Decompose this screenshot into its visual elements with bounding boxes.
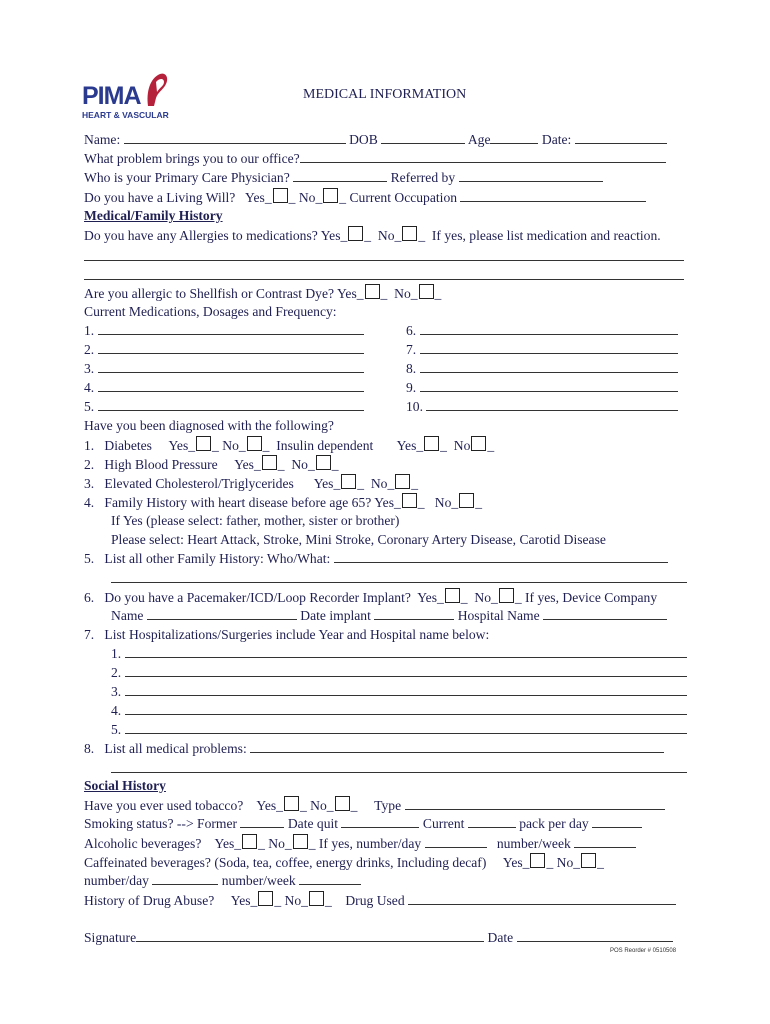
no-label: No — [291, 457, 308, 472]
yes-label: Yes — [320, 228, 341, 243]
pacemaker-no-checkbox[interactable] — [499, 588, 514, 603]
family-hd-row: 4. Family History with heart disease before age 65? Yes_ _ No_ _ — [84, 495, 482, 510]
med-num: 10. — [406, 399, 423, 414]
med-row-4 — [84, 379, 364, 397]
no-label: No — [268, 836, 285, 851]
med-row-3 — [84, 360, 364, 378]
diabetes-row: 1. Diabetes Yes_ _ No_ _ Insulin dependent Yes_ _ No _ — [84, 438, 495, 453]
insulin-no-checkbox[interactable] — [471, 436, 486, 451]
signature-date-field[interactable] — [517, 929, 673, 942]
no-label: No — [434, 495, 452, 510]
living-will-row: Do you have a Living Will? Yes_ _ No_ _ Current Occupation — [84, 188, 646, 207]
living-will-no-checkbox[interactable] — [323, 188, 338, 203]
signature-row — [84, 929, 673, 947]
if-yes-select-label: If Yes (please select: father, mother, sister or brother) — [111, 513, 400, 528]
item-num: 4. — [84, 495, 95, 510]
med-field[interactable] — [98, 341, 364, 354]
age-label: Age — [467, 132, 491, 147]
please-select-label: Please select: Heart Attack, Stroke, Mini Stroke, Coronary Artery Disease, Carotid Disease — [111, 532, 606, 547]
hosp-field[interactable] — [125, 721, 687, 734]
pacemaker-label: Do you have a Pacemaker/ICD/Loop Recorder Implant? — [104, 590, 411, 605]
all-problems-label: List all medical problems: — [104, 741, 247, 756]
med-field[interactable] — [420, 322, 678, 335]
med-num: 7. — [406, 342, 417, 357]
no-label: No — [556, 855, 574, 870]
caffeine-no-checkbox[interactable] — [581, 853, 596, 868]
item-num: 2. — [84, 457, 95, 472]
family-hd-yes-checkbox[interactable] — [402, 493, 417, 508]
device-name-field[interactable] — [147, 607, 297, 620]
hospital-name-label: Hospital Name — [457, 608, 540, 623]
hosp-field[interactable] — [125, 683, 687, 696]
cholesterol-row: 3. Elevated Cholesterol/Triglycerides Yes_ _ No_ _ — [84, 476, 419, 491]
tobacco-type-field[interactable] — [405, 797, 665, 810]
hosp-num: 4. — [111, 703, 122, 718]
hosp-row-5 — [111, 721, 687, 739]
caffeine-amount-row — [84, 872, 361, 890]
hosp-field[interactable] — [125, 702, 687, 715]
hosp-num: 5. — [111, 722, 122, 737]
caffeine-label: Caffeinated beverages? (Soda, tea, coffee, energy drinks, Including decaf) — [84, 855, 487, 870]
yes-label: Yes — [256, 798, 277, 813]
hospital-name-field[interactable] — [543, 607, 667, 620]
med-num: 6. — [406, 323, 417, 338]
yes-label: Yes — [417, 590, 437, 605]
med-row-5 — [84, 398, 364, 416]
pcp-field[interactable] — [293, 169, 387, 182]
no-label: No — [310, 798, 327, 813]
no-label: No — [453, 438, 471, 453]
problem-row — [84, 150, 666, 168]
med-field[interactable] — [426, 398, 678, 411]
caffeine-row: Caffeinated beverages? (Soda, tea, coffee, energy drinks, Including decaf) Yes_ _ No_ _ — [84, 855, 604, 870]
pack-label: pack per day — [519, 816, 589, 831]
drug-used-label: Drug Used — [345, 893, 405, 908]
allergies-line-2[interactable] — [84, 279, 684, 280]
yes-label: Yes — [396, 438, 417, 453]
cholesterol-label: Elevated Cholesterol/Triglycerides — [104, 476, 294, 491]
family-hd-no-checkbox[interactable] — [459, 493, 474, 508]
item-num: 6. — [84, 590, 95, 605]
no-label: No — [377, 228, 395, 243]
pcp-row — [84, 169, 603, 187]
medical-problems-field[interactable] — [250, 740, 664, 753]
social-history-heading: Social History — [84, 778, 166, 793]
signature-label: Signature — [84, 930, 137, 945]
referred-label: Referred by — [390, 170, 456, 185]
family-history-field[interactable] — [334, 550, 668, 563]
drug-used-field[interactable] — [408, 892, 676, 905]
hbp-label: High Blood Pressure — [104, 457, 218, 472]
caffeine-week-field[interactable] — [299, 872, 361, 885]
med-field[interactable] — [420, 379, 678, 392]
caffeine-day-field[interactable] — [152, 872, 218, 885]
med-row-6 — [406, 322, 678, 340]
name-row — [84, 131, 667, 149]
name-field[interactable] — [124, 131, 346, 144]
med-row-9 — [406, 379, 678, 397]
no-label: No — [298, 190, 316, 205]
allergies-no-checkbox[interactable] — [402, 226, 417, 241]
device-row — [111, 607, 667, 625]
date-implant-label: Date implant — [300, 608, 371, 623]
hbp-row: 2. High Blood Pressure Yes_ _ No_ _ — [84, 457, 339, 472]
item-num: 3. — [84, 476, 95, 491]
date-label: Date: — [541, 132, 572, 147]
no-label: No — [370, 476, 388, 491]
med-field[interactable] — [98, 360, 364, 373]
referred-field[interactable] — [459, 169, 603, 182]
shellfish-row: Are you allergic to Shellfish or Contrast Dye? Yes_ _ No_ _ — [84, 286, 442, 301]
yes-label: Yes — [168, 438, 189, 453]
hosp-row-1 — [111, 645, 687, 663]
med-field[interactable] — [98, 322, 364, 335]
med-field[interactable] — [98, 379, 364, 392]
alcohol-label: Alcoholic beverages? — [84, 836, 202, 851]
med-num: 1. — [84, 323, 95, 338]
cholesterol-yes-checkbox[interactable] — [341, 474, 356, 489]
med-num: 2. — [84, 342, 95, 357]
yes-label: Yes — [214, 836, 235, 851]
hosp-row-4 — [111, 702, 687, 720]
tobacco-label: Have you ever used tobacco? — [84, 798, 244, 813]
pacemaker-yes-checkbox[interactable] — [445, 588, 460, 603]
med-row-2 — [84, 341, 364, 359]
no-label: No — [474, 590, 492, 605]
reorder-footer: POS Reorder # 0510508 — [610, 948, 677, 954]
yes-label: Yes — [502, 855, 523, 870]
family-history-row — [84, 550, 668, 568]
medications-label: Current Medications, Dosages and Frequency: — [84, 304, 337, 319]
heart-logo-icon — [144, 72, 170, 110]
alcohol-week-field[interactable] — [574, 835, 636, 848]
med-num: 8. — [406, 361, 417, 376]
caffeine-week-label: number/week — [221, 873, 296, 888]
pima-logo — [82, 72, 192, 122]
date-quit-label: Date quit — [287, 816, 339, 831]
former-field[interactable] — [240, 815, 284, 828]
form-title: MEDICAL INFORMATION — [303, 87, 467, 102]
signature-field[interactable] — [136, 929, 484, 942]
med-row-10 — [406, 398, 678, 416]
list-family-label: List all other Family History: Who/What: — [104, 551, 331, 566]
alcohol-yes-checkbox[interactable] — [242, 834, 257, 849]
no-label: No — [222, 438, 239, 453]
caffeine-day-label: number/day — [84, 873, 149, 888]
family-hd-label: Family History with heart disease before age 65? — [104, 495, 372, 510]
med-field[interactable] — [98, 398, 364, 411]
item-num: 7. — [84, 627, 95, 642]
dob-field[interactable] — [381, 131, 465, 144]
med-num: 5. — [84, 399, 95, 414]
occupation-label: Current Occupation — [349, 190, 458, 205]
med-field[interactable] — [420, 341, 678, 354]
cholesterol-no-checkbox[interactable] — [395, 474, 410, 489]
pacemaker-row: 6. Do you have a Pacemaker/ICD/Loop Recorder Implant? Yes_ _ No_ _ If yes, Device Company — [84, 590, 658, 605]
med-row-8 — [406, 360, 678, 378]
date-quit-field[interactable] — [341, 815, 419, 828]
shellfish-yes-checkbox[interactable] — [365, 284, 380, 299]
medical-problems-row — [84, 740, 664, 758]
insulin-label: Insulin dependent — [276, 438, 374, 453]
hospitalizations-label: List Hospitalizations/Surgeries include Year and Hospital name below: — [104, 627, 490, 642]
device-company-label: If yes, Device Company — [525, 590, 658, 605]
hbp-no-checkbox[interactable] — [316, 455, 331, 470]
hosp-num: 1. — [111, 646, 122, 661]
medical-history-heading: Medical/Family History — [84, 208, 223, 223]
med-num: 3. — [84, 361, 95, 376]
shellfish-label: Are you allergic to Shellfish or Contrast Dye? — [84, 286, 335, 301]
problem-label: What problem brings you to our office? — [84, 151, 300, 166]
alcohol-day-field[interactable] — [425, 835, 487, 848]
no-label: No — [284, 893, 302, 908]
dob-label: DOB — [349, 132, 378, 147]
problem-field[interactable] — [300, 150, 666, 163]
number-day-label: If yes, number/day — [318, 836, 422, 851]
item-num: 1. — [84, 438, 95, 453]
hosp-num: 3. — [111, 684, 122, 699]
smoking-label: Smoking status? --> Former — [84, 816, 238, 831]
allergies-row: Do you have any Allergies to medications? Yes_ _ No_ _ If yes, please list medication and reaction. — [84, 228, 661, 243]
hospitalizations-row — [84, 626, 489, 644]
yes-label: Yes — [336, 286, 357, 301]
diabetes-no-checkbox[interactable] — [247, 436, 262, 451]
name-label: Name: — [84, 132, 121, 147]
medical-problems-line-2[interactable] — [111, 772, 687, 773]
device-name-label: Name — [111, 608, 144, 623]
allergies-yes-checkbox[interactable] — [348, 226, 363, 241]
shellfish-no-checkbox[interactable] — [419, 284, 434, 299]
tobacco-no-checkbox[interactable] — [335, 796, 350, 811]
logo-text: PIMA — [82, 82, 141, 110]
hosp-num: 2. — [111, 665, 122, 680]
tobacco-yes-checkbox[interactable] — [284, 796, 299, 811]
med-num: 9. — [406, 380, 417, 395]
yes-label: Yes — [245, 190, 265, 205]
yes-label: Yes — [230, 893, 251, 908]
allergies-line-1[interactable] — [84, 260, 684, 261]
insulin-yes-checkbox[interactable] — [424, 436, 439, 451]
med-row-7 — [406, 341, 678, 359]
smoking-row — [84, 815, 642, 833]
med-num: 4. — [84, 380, 95, 395]
yes-label: Yes — [313, 476, 334, 491]
diagnosed-label: Have you been diagnosed with the following? — [84, 418, 334, 433]
allergies-label: Do you have any Allergies to medications? — [84, 228, 318, 243]
signature-date-label: Date — [487, 930, 514, 945]
occupation-field[interactable] — [460, 189, 646, 202]
item-num: 8. — [84, 741, 95, 756]
drug-abuse-label: History of Drug Abuse? — [84, 893, 215, 908]
drug-no-checkbox[interactable] — [309, 891, 324, 906]
no-label: No — [394, 286, 411, 301]
diabetes-label: Diabetes — [104, 438, 152, 453]
tobacco-row: Have you ever used tobacco? Yes_ _ No_ _ Type — [84, 796, 665, 815]
current-label: Current — [422, 816, 465, 831]
hosp-field[interactable] — [125, 664, 687, 677]
family-history-line-2[interactable] — [111, 582, 687, 583]
number-week-label: number/week — [496, 836, 571, 851]
current-field[interactable] — [468, 815, 516, 828]
type-label: Type — [374, 798, 402, 813]
drug-abuse-row: History of Drug Abuse? Yes_ _ No_ _ Drug Used — [84, 891, 676, 910]
med-row-1 — [84, 322, 364, 340]
logo-subtext: HEART & VASCULAR — [82, 110, 169, 120]
living-will-label: Do you have a Living Will? — [84, 190, 236, 205]
hosp-field[interactable] — [125, 645, 687, 658]
item-num: 5. — [84, 551, 95, 566]
yes-label: Yes — [374, 495, 394, 510]
allergies-tail-label: If yes, please list medication and reaction. — [431, 228, 661, 243]
diabetes-yes-checkbox[interactable] — [196, 436, 211, 451]
hosp-row-3 — [111, 683, 687, 701]
alcohol-row: Alcoholic beverages? Yes_ _ No_ _ If yes, number/day number/week — [84, 834, 636, 853]
date-implant-field[interactable] — [374, 607, 454, 620]
yes-label: Yes — [234, 457, 254, 472]
living-will-yes-checkbox[interactable] — [273, 188, 288, 203]
alcohol-no-checkbox[interactable] — [293, 834, 308, 849]
age-field[interactable] — [490, 131, 538, 144]
med-field[interactable] — [420, 360, 678, 373]
hbp-yes-checkbox[interactable] — [262, 455, 277, 470]
pack-field[interactable] — [592, 815, 642, 828]
drug-yes-checkbox[interactable] — [258, 891, 273, 906]
caffeine-yes-checkbox[interactable] — [530, 853, 545, 868]
date-field[interactable] — [575, 131, 667, 144]
hosp-row-2 — [111, 664, 687, 682]
pcp-label: Who is your Primary Care Physician? — [84, 170, 290, 185]
